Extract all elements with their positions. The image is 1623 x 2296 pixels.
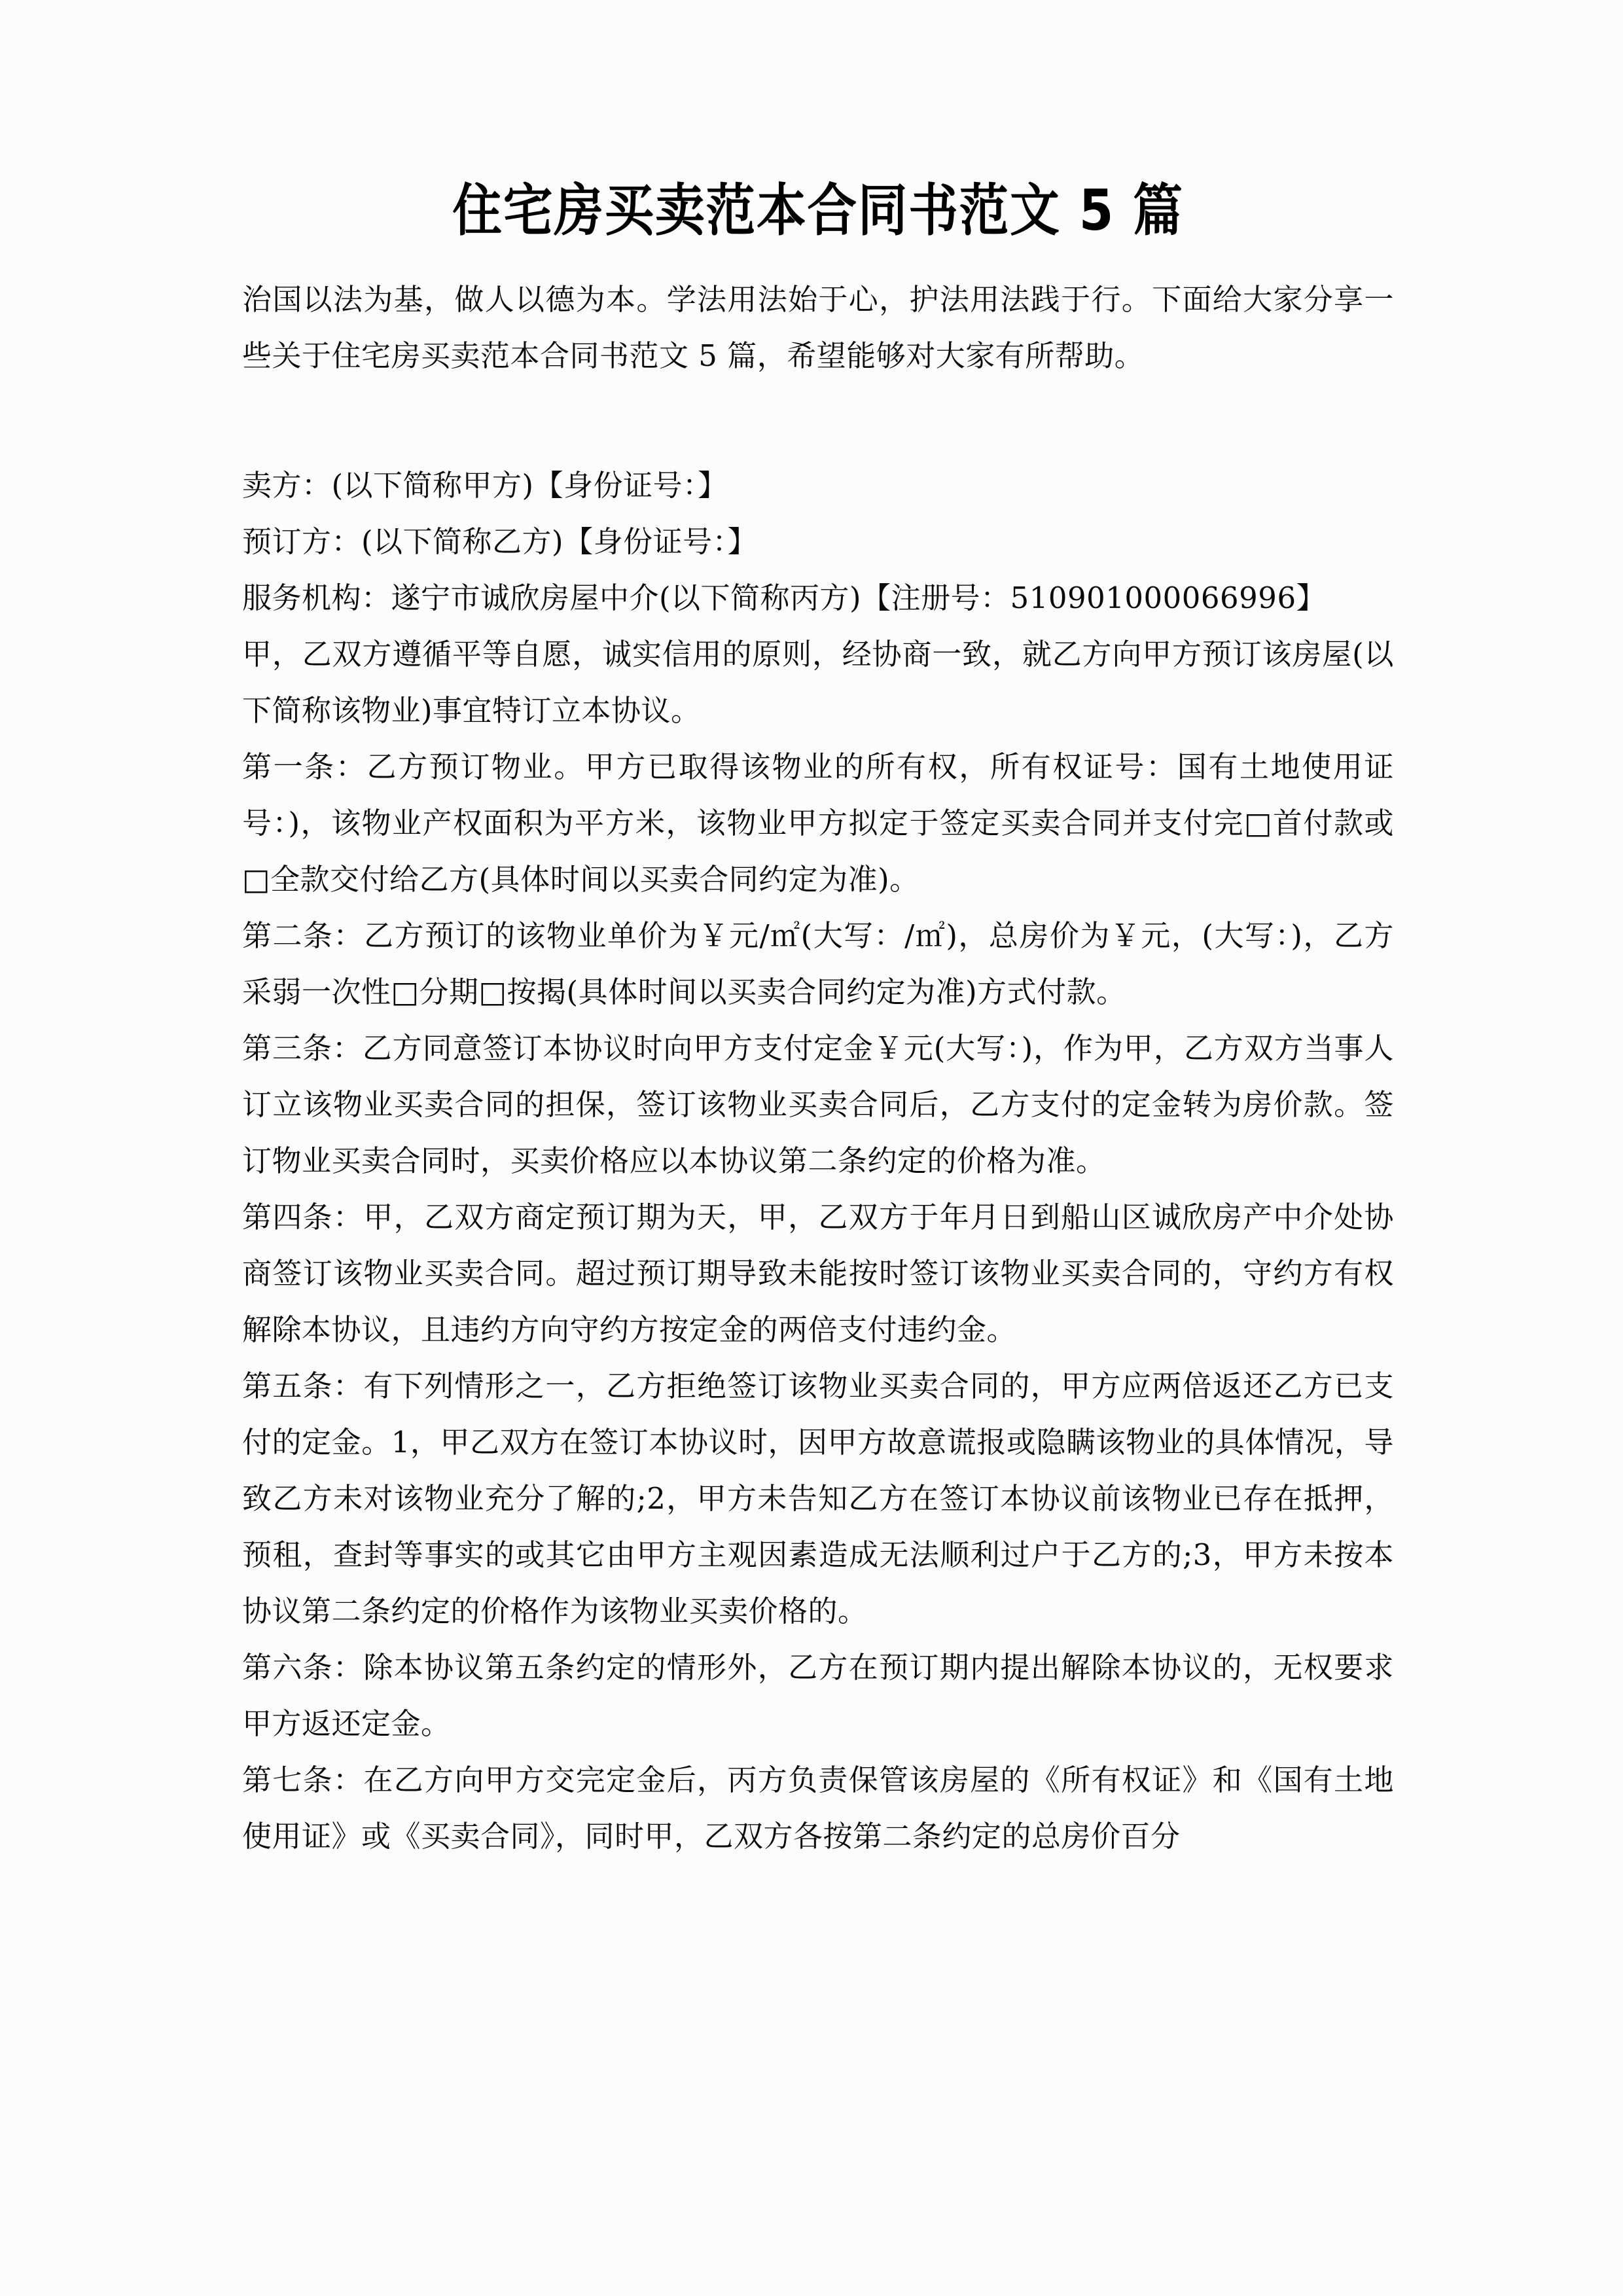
clause-article-7: 第七条：在乙方向甲方交完定金后，丙方负责保管该房屋的《所有权证》和《国有土地使用证》或《买卖合同》，同时甲，乙双方各按第二条约定的总房价百分: [242, 1763, 1394, 1854]
party-line-seller: 卖方：(以下简称甲方)【身份证号：】: [242, 468, 728, 503]
preamble-paragraph: 甲，乙双方遵循平等自愿，诚实信用的原则，经协商一致，就乙方向甲方预订该房屋(以下简称该物业)事宜特订立本协议。: [242, 637, 1394, 728]
intro-paragraph: 治国以法为基，做人以德为本。学法用法始于心，护法用法践于行。下面给大家分享一些关于住宅房买卖范本合同书范文 5 篇，希望能够对大家有所帮助。: [242, 282, 1394, 374]
document-content: [242, 0, 1394, 1865]
party-line-agency: 服务机构：遂宁市诚欣房屋中介(以下简称丙方)【注册号：510901000066996】: [242, 581, 1327, 616]
clause-article-1: 第一条：乙方预订物业。甲方已取得该物业的所有权，所有权证号：国有土地使用证号：)，该物业产权面积为平方米，该物业甲方拟定于签定买卖合同并支付完□首付款或□全款交付给乙方(具体时间以买卖合同约定为准)。: [242, 749, 1394, 897]
page-title: 住宅房买卖范本合同书范文 5 篇: [452, 178, 1184, 243]
section-spacer: [242, 384, 1394, 457]
party-line-buyer: 预订方：(以下简称乙方)【身份证号：】: [242, 524, 758, 560]
clause-article-2: 第二条：乙方预订的该物业单价为￥元/㎡(大写：/㎡)，总房价为￥元，(大写：)，乙方采弱一次性□分期□按揭(具体时间以买卖合同约定为准)方式付款。: [242, 918, 1394, 1010]
clause-article-6: 第六条：除本协议第五条约定的情形外，乙方在预订期内提出解除本协议的，无权要求甲方返还定金。: [242, 1650, 1394, 1742]
clause-article-4: 第四条：甲，乙双方商定预订期为天，甲，乙双方于年月日到船山区诚欣房产中介处协商签订该物业买卖合同。超过预订期导致未能按时签订该物业买卖合同的，守约方有权解除本协议，且违约方向守约方按定金的两倍支付违约金。: [242, 1200, 1394, 1348]
clause-article-3: 第三条：乙方同意签订本协议时向甲方支付定金￥元(大写：)，作为甲，乙方双方当事人订立该物业买卖合同的担保，签订该物业买卖合同后，乙方支付的定金转为房价款。签订物业买卖合同时，买卖价格应以本协议第二条约定的价格为准。: [242, 1031, 1394, 1179]
clause-article-5: 第五条：有下列情形之一，乙方拒绝签订该物业买卖合同的，甲方应两倍返还乙方已支付的定金。1，甲乙双方在签订本协议时，因甲方故意谎报或隐瞒该物业的具体情况，导致乙方未对该物业充分了解的;2，甲方未告知乙方在签订本协议前该物业已存在抵押，预租，查封等事实的或其它由甲方主观因素造成无法顺利过户于乙方的;3，甲方未按本协议第二条约定的价格作为该物业买卖价格的。: [242, 1369, 1394, 1629]
